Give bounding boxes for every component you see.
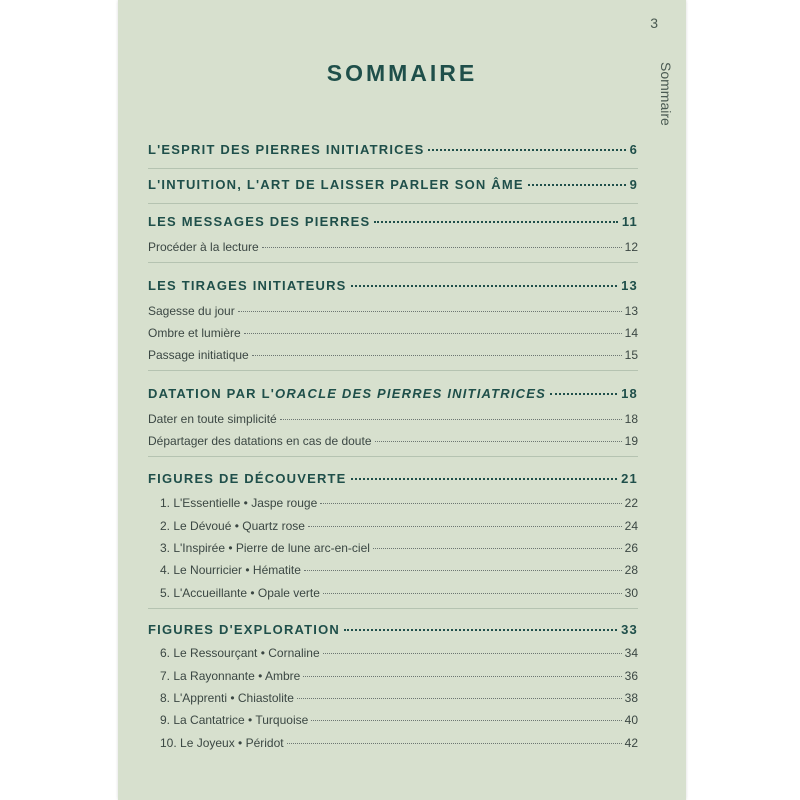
toc-entry bbox=[148, 434, 638, 448]
toc-entry-page: 6 bbox=[629, 142, 638, 157]
toc-leader bbox=[375, 441, 622, 442]
toc-entry-page: 42 bbox=[624, 736, 638, 750]
toc-entry-title: Dater en toute simplicité bbox=[148, 412, 277, 426]
toc-entry-page: 33 bbox=[621, 622, 638, 637]
toc-entry-page: 13 bbox=[621, 278, 638, 293]
toc-entry-page: 21 bbox=[621, 471, 638, 486]
toc-entry-title: L'INTUITION, L'ART DE LAISSER PARLER SON ÂME bbox=[148, 177, 524, 192]
page-number: 3 bbox=[650, 15, 658, 31]
toc-entry bbox=[148, 713, 638, 727]
toc-entry-title: FIGURES D'EXPLORATION bbox=[148, 622, 341, 637]
toc-separator bbox=[148, 608, 638, 609]
toc-entry-page: 28 bbox=[624, 563, 638, 577]
toc-entry bbox=[148, 177, 638, 192]
toc-entry-title: Passage initiatique bbox=[148, 348, 249, 362]
toc-leader bbox=[244, 333, 622, 334]
toc-leader bbox=[287, 743, 622, 744]
toc-entry-title: 6. Le Ressourçant • Cornaline bbox=[160, 646, 320, 660]
toc-entry-title: 10. Le Joyeux • Péridot bbox=[160, 736, 284, 750]
toc-entry-page: 11 bbox=[621, 214, 638, 229]
toc-entry-page: 14 bbox=[624, 326, 638, 340]
toc-entry bbox=[148, 142, 638, 157]
toc-entry bbox=[148, 519, 638, 533]
toc-entry bbox=[148, 669, 638, 683]
toc-entry-page: 30 bbox=[624, 586, 638, 600]
toc-entry-page: 19 bbox=[624, 434, 638, 448]
toc-entry-page: 9 bbox=[629, 177, 638, 192]
toc-entry-title: 7. La Rayonnante • Ambre bbox=[160, 669, 301, 683]
toc-entry-page: 36 bbox=[624, 669, 638, 683]
toc-leader bbox=[238, 311, 622, 312]
book-page bbox=[118, 0, 686, 800]
toc-entry-title: LES MESSAGES DES PIERRES bbox=[148, 214, 371, 229]
toc-entry-page: 15 bbox=[624, 348, 638, 362]
toc-entry-title: 8. L'Apprenti • Chiastolite bbox=[160, 691, 294, 705]
toc-entry bbox=[148, 622, 638, 637]
toc-entry bbox=[148, 496, 638, 510]
toc-leader bbox=[428, 149, 625, 151]
toc-separator bbox=[148, 168, 638, 169]
toc-leader bbox=[373, 548, 622, 549]
toc-entry-page: 40 bbox=[624, 713, 638, 727]
toc-entry-page: 12 bbox=[624, 240, 638, 254]
toc-entry-title: DATATION PAR L'ORACLE DES PIERRES INITIATRICES bbox=[148, 386, 546, 401]
toc-entry bbox=[148, 541, 638, 555]
toc-separator bbox=[148, 262, 638, 263]
toc-entry-page: 24 bbox=[624, 519, 638, 533]
toc-separator bbox=[148, 203, 638, 204]
toc-separator bbox=[148, 370, 638, 371]
toc-entry-title: 9. La Cantatrice • Turquoise bbox=[160, 713, 309, 727]
toc-leader bbox=[308, 526, 622, 527]
toc-entry-page: 34 bbox=[624, 646, 638, 660]
toc-leader bbox=[311, 720, 621, 721]
toc-leader bbox=[297, 698, 622, 699]
toc-entry bbox=[148, 563, 638, 577]
toc-entry-page: 22 bbox=[624, 496, 638, 510]
toc-entry-title: FIGURES DE DÉCOUVERTE bbox=[148, 471, 347, 486]
toc-entry bbox=[148, 326, 638, 340]
toc-entry bbox=[148, 348, 638, 362]
toc-entry bbox=[148, 646, 638, 660]
side-running-title: Sommaire bbox=[658, 62, 674, 126]
toc-entry-title: 3. L'Inspirée • Pierre de lune arc-en-ciel bbox=[160, 541, 370, 555]
toc-entry bbox=[148, 240, 638, 254]
toc-leader bbox=[351, 285, 618, 287]
toc-leader bbox=[280, 419, 622, 420]
toc-entry-page: 38 bbox=[624, 691, 638, 705]
toc-entry-title: Sagesse du jour bbox=[148, 304, 235, 318]
page-title: SOMMAIRE bbox=[326, 60, 478, 86]
toc-entry-title: Départager des datations en cas de doute bbox=[148, 434, 372, 448]
toc-entry bbox=[148, 214, 638, 229]
toc-entry bbox=[148, 304, 638, 318]
toc-entry-title: Ombre et lumière bbox=[148, 326, 241, 340]
toc-entry bbox=[148, 386, 638, 401]
toc-entry bbox=[148, 412, 638, 426]
toc-entry bbox=[148, 736, 638, 750]
toc-entry-title: 4. Le Nourricier • Hématite bbox=[160, 563, 301, 577]
toc-entry-title: LES TIRAGES INITIATEURS bbox=[148, 278, 347, 293]
toc-leader bbox=[550, 393, 617, 395]
toc-entry-title: Procéder à la lecture bbox=[148, 240, 259, 254]
toc-entry bbox=[148, 586, 638, 600]
toc-leader bbox=[323, 653, 622, 654]
toc-leader bbox=[304, 570, 622, 571]
toc-leader bbox=[262, 247, 622, 248]
toc-entry-page: 18 bbox=[621, 386, 638, 401]
toc-leader bbox=[351, 478, 618, 480]
toc-entry bbox=[148, 278, 638, 293]
toc-leader bbox=[344, 629, 617, 631]
toc-entry-title: 1. L'Essentielle • Jaspe rouge bbox=[160, 496, 318, 510]
toc-separator bbox=[148, 456, 638, 457]
toc-leader bbox=[374, 221, 617, 223]
toc-entry-title: 5. L'Accueillante • Opale verte bbox=[160, 586, 320, 600]
toc-leader bbox=[528, 184, 626, 186]
toc-leader bbox=[303, 676, 621, 677]
toc-entry-page: 18 bbox=[624, 412, 638, 426]
toc-entry bbox=[148, 691, 638, 705]
toc-entry bbox=[148, 471, 638, 486]
toc-entry-title: L'ESPRIT DES PIERRES INITIATRICES bbox=[148, 142, 425, 157]
toc-leader bbox=[320, 503, 621, 504]
toc-entry-page: 26 bbox=[624, 541, 638, 555]
toc-leader bbox=[252, 355, 622, 356]
toc-entry-page: 13 bbox=[624, 304, 638, 318]
toc-leader bbox=[323, 593, 622, 594]
toc-entry-title: 2. Le Dévoué • Quartz rose bbox=[160, 519, 305, 533]
